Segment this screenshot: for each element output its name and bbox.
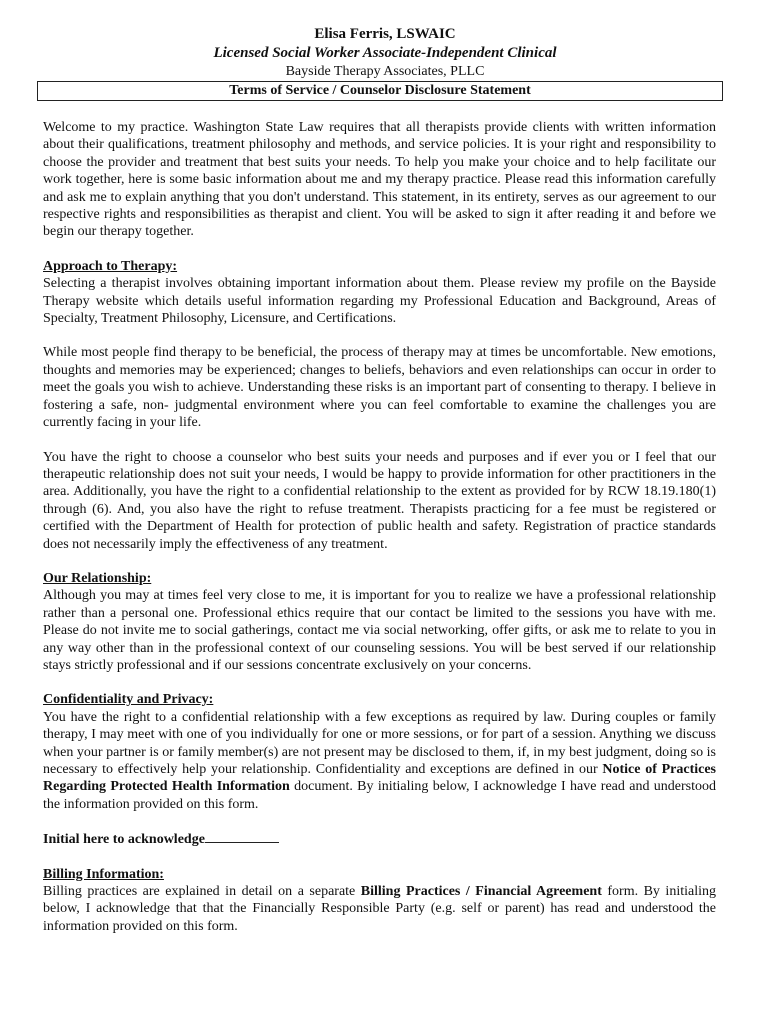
billing-agreement-title: Billing Practices / Financial Agreement [360, 884, 602, 900]
confidentiality-notice-title: Notice of Practices Regarding Protected Health Information [43, 762, 716, 795]
initial-blank-field[interactable] [205, 830, 279, 843]
approach-section [43, 258, 716, 328]
initial-label: Initial here to acknowledge [43, 832, 205, 848]
approach-paragraph-1: Selecting a therapist involves obtaining important information about them. Please review my profile on the Bayside Therapy website which details useful information regarding my Professional Education and Background, Areas of Specialty, Treatment Philosophy, Licensure, and Certifications. [43, 276, 716, 327]
confidentiality-heading: Confidentiality and Privacy: [43, 692, 214, 708]
author-credential: Licensed Social Worker Associate-Independent Clinical [213, 45, 557, 61]
initial-acknowledge-row [43, 830, 716, 848]
confidentiality-section [43, 691, 716, 813]
document-title: Terms of Service / Counselor Disclosure Statement [37, 81, 723, 101]
billing-section [43, 866, 716, 936]
intro-paragraph: Welcome to my practice. Washington State Law requires that all therapists provide clients with written information about their qualifications, treatment philosophy and methods, and service policies. It is your right and responsibility to choose the provider and treatment that best suits your needs. To help you make your choice and to help facilitate our work together, here is some basic information about me and my therapy practice. Please read this information carefully and ask me to explain anything that you don't understand. This statement, in its entirety, serves as our agreement to our respective rights and responsibilities as therapist and client. You will be asked to sign it after reading it and before we begin our therapy together. [43, 120, 716, 240]
approach-heading: Approach to Therapy: [43, 258, 178, 274]
relationship-paragraph: Although you may at times feel very close to me, it is important for you to realize we have a professional relationship rather than a personal one. Professional ethics require that our contact be limited to the sessions you have with me. Please do not invite me to social gatherings, contact me via social networking, offer gifts, or ask me to relate to you in any way other than in the professional context of our counseling sessions. You will be best served if our relationship stays strictly professional and if our sessions concentrate exclusively on your concerns. [43, 588, 716, 673]
organization-name: Bayside Therapy Associates, PLLC [285, 64, 485, 79]
billing-heading: Billing Information: [43, 866, 164, 882]
relationship-section [43, 570, 716, 674]
approach-paragraph-3: You have the right to choose a counselor who best suits your needs and purposes and if ever you or I feel that our therapeutic relationship does not suit your needs, I would be happy to provide information for other practitioners in the area. Additionally, you have the right to a confidential relationship to the extent as provided for by RCW 18.19.180(1) through (6). And, you also have the right to refuse treatment. Therapists practicing for a fee must be registered or certified with the Department of Health for protection of public health and safety. Registration of practice standards does not necessarily imply the effectiveness of any treatment. [43, 449, 716, 552]
author-name: Elisa Ferris, LSWAIC [314, 26, 456, 42]
billing-text-a: Billing practices are explained in detail on a separate [43, 884, 361, 900]
approach-paragraph-2: While most people find therapy to be beneficial, the process of therapy may at times be uncomfortable. New emotions, thoughts and memories may be experienced; changes to beliefs, behaviors and even relationships can occur in order to meet the goals you wish to achieve. Understanding these risks is an important part of consenting to therapy. I believe in fostering a safe, non- judgmental environment where you can feel comfortable to examine the challenges you are currently facing in your life. [43, 345, 716, 431]
relationship-heading: Our Relationship: [43, 570, 152, 586]
confidentiality-text-a: You have the right to a confidential relationship with a few exceptions as required by law. During couples or family therapy, I may meet with one of you individually for one or more sessions, or for part of a session. Anything we discuss when your partner is or family member(s) are not present may be disclosed to them, if, in my best judgment, doing so is necessary to effectively help your relationship. Confidentiality and exceptions are defined in our [43, 709, 716, 777]
billing-text-b: form. By initialing below, I acknowledge that that the Financially Responsible Party (e.g. self or parent) has read and understood the information provided on this form. [43, 884, 716, 934]
confidentiality-text-b: document. By initialing below, I acknowledge I have read and understood the information provided on this form. [43, 779, 716, 812]
document-body [43, 119, 716, 952]
